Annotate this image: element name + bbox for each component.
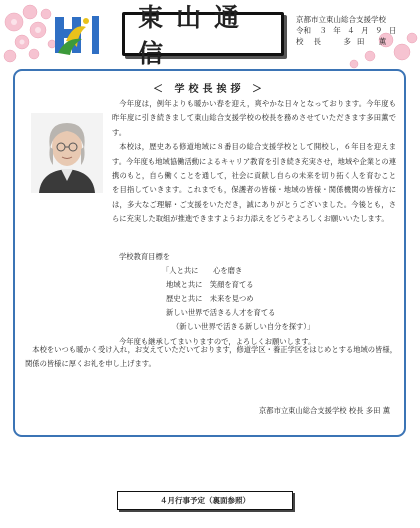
date-era: 令和 bbox=[296, 26, 311, 35]
school-logo-icon bbox=[52, 13, 102, 57]
motto-closing: 今年度も継承してまいりますので，よろしくお願いします。 bbox=[119, 337, 316, 346]
motto-line-4: 新しい世界で活きる人才を育てる bbox=[166, 308, 276, 317]
date-month-unit: 月 bbox=[361, 26, 369, 35]
motto-heading: 学校教育目標を bbox=[119, 252, 171, 261]
principal-portrait bbox=[31, 113, 103, 193]
motto-line-1: 「人と共に 心を磨き bbox=[162, 266, 243, 275]
date-month: ４ bbox=[347, 26, 355, 35]
newsletter-title: 東山通信 bbox=[122, 12, 284, 56]
greeting-paragraph-2: 本校は，歴史ある修道地域に８番目の総合支援学校として開校し，６年目を迎えます。今年度も地域協働活動によるキャリア教育を引き続き充実させ，地域や企業との連携のもと，自ら働くことを通して，社会に貢献し自らの未来を切り拓く人を育むことを目指していきます。これまでも，保護者の皆様・地域の皆様・関係機関の皆様方には，多大なご理解・ご支援をいただき，誠にありがとうございました。今後とも，さらに充実した取組が推進できますようお力添えをどうぞよろしくお願いいたします。 bbox=[112, 142, 396, 224]
principal-name: 多田 薫 bbox=[343, 37, 393, 46]
thanks-text bbox=[25, 343, 397, 372]
greeting-frame bbox=[13, 69, 406, 437]
date-day-unit: 日 bbox=[388, 26, 397, 35]
motto-line-3: 歴史と共に 未来を見つめ bbox=[166, 294, 254, 303]
events-notice: ４月行事予定（裏面参照） bbox=[117, 491, 293, 510]
motto-line-2: 地域と共に 笑顔を育てる bbox=[166, 280, 254, 289]
greeting-paragraph-1: 今年度は，例年よりも暖かい春を迎え，爽やかな日々となっております。今年度も昨年度に引き続きまして東山総合支援学校の校長を務めさせていただきます多田薫です。 bbox=[112, 99, 396, 137]
date-year-unit: 年 bbox=[333, 26, 341, 35]
greeting-body bbox=[112, 97, 396, 227]
school-info bbox=[296, 14, 416, 47]
thanks-paragraph: 本校をいつも暖かく受け入れ，お支えていただいております，修道学区・養正学区をはじめとする地域の皆様，関係の皆様に厚くお礼を申し上げます。 bbox=[25, 345, 397, 369]
issuer bbox=[296, 36, 416, 47]
issue-date bbox=[296, 25, 416, 36]
principal-title: 校長 bbox=[296, 37, 331, 46]
signature: 京都市立東山総合支援学校 校長 多田 薫 bbox=[258, 406, 390, 415]
date-day: ９ bbox=[374, 26, 383, 35]
motto-line-5: （新しい世界で活きる新しい自分を探す）」 bbox=[172, 322, 315, 331]
school-name: 京都市立東山総合支援学校 bbox=[296, 15, 386, 24]
greeting-title: ＜ 学校長挨拶 ＞ bbox=[153, 84, 266, 95]
school-motto bbox=[112, 250, 396, 349]
date-year: ３ bbox=[319, 26, 327, 35]
